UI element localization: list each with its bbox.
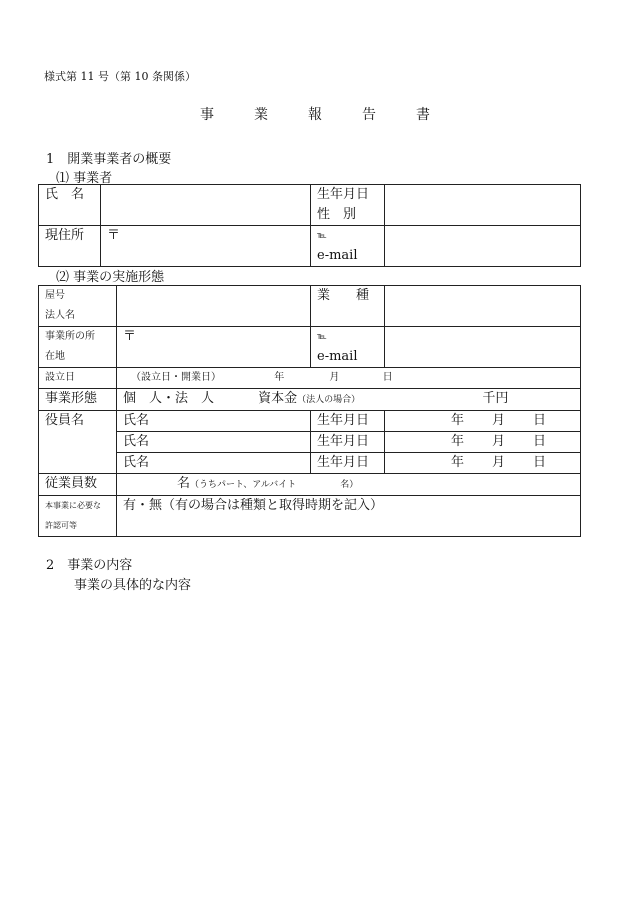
- officer-date-3[interactable]: [385, 453, 581, 474]
- officer-name-3[interactable]: 氏名: [117, 453, 311, 474]
- office-tel-label: ℡: [317, 332, 327, 342]
- month-label: 月: [492, 434, 506, 449]
- year-label: 年: [451, 455, 465, 470]
- capital-label: 資本金: [258, 391, 298, 406]
- section1-sub2: ⑵ 事業の実施形態: [56, 270, 165, 285]
- title-char: 報: [308, 107, 322, 123]
- office-contact-labels: [311, 327, 385, 368]
- capital-note: （法人の場合）: [297, 395, 361, 405]
- industry-label: 業 種: [311, 286, 385, 327]
- day-label: 日: [533, 455, 547, 470]
- established-day: 日: [382, 372, 393, 383]
- gender-label: 性 別: [317, 207, 357, 222]
- established-month: 月: [329, 372, 340, 383]
- business-table: [38, 285, 581, 537]
- permit-label: [39, 496, 117, 537]
- tel-label: ℡: [317, 231, 327, 241]
- postal-mark: 〒: [107, 228, 121, 243]
- form-field[interactable]: [117, 389, 581, 411]
- permit-label-2: 許認可等: [45, 521, 77, 530]
- shop-name-label: [39, 286, 117, 327]
- capital-unit: 千円: [482, 391, 509, 406]
- officer-name-1[interactable]: 氏名: [117, 411, 311, 432]
- name-label: 氏 名: [39, 185, 101, 226]
- address-label: 現住所: [39, 226, 101, 267]
- name-field[interactable]: [101, 185, 311, 226]
- office-email-label: e-mail: [317, 349, 358, 364]
- officer-label: 役員名: [39, 411, 117, 474]
- office-label: [39, 327, 117, 368]
- officer-date-2[interactable]: [385, 432, 581, 453]
- day-label: 日: [533, 413, 547, 428]
- owner-table: [38, 184, 581, 267]
- established-year: 年: [274, 372, 285, 383]
- established-note: （設立日・開業日）: [131, 372, 221, 383]
- office-field[interactable]: [117, 327, 311, 368]
- shop-name-label-1: 屋号: [45, 290, 65, 301]
- contact-field[interactable]: [385, 226, 581, 267]
- officer-date-1[interactable]: [385, 411, 581, 432]
- section1-heading: 1 開業事業者の概要: [46, 152, 172, 167]
- birth-gender-labels: [311, 185, 385, 226]
- shop-name-field[interactable]: [117, 286, 311, 327]
- permit-value[interactable]: 有・無（有の場合は種類と取得時期を記入）: [123, 498, 384, 513]
- permit-label-1: 本事業に必要な: [45, 501, 101, 510]
- officer-birth-2: 生年月日: [311, 432, 385, 453]
- document-title: [200, 104, 430, 124]
- birth-gender-field[interactable]: [385, 185, 581, 226]
- title-char: 事: [200, 107, 214, 123]
- form-label: 事業形態: [39, 389, 117, 411]
- officer-birth-3: 生年月日: [311, 453, 385, 474]
- email-label: e-mail: [317, 248, 358, 263]
- birth-label: 生年月日: [317, 187, 370, 202]
- established-field[interactable]: [117, 368, 581, 389]
- address-field[interactable]: [101, 226, 311, 267]
- office-label-1: 事業所の所: [45, 331, 95, 342]
- employees-note-unit: 名）: [340, 480, 359, 490]
- day-label: 日: [533, 434, 547, 449]
- officer-birth-1: 生年月日: [311, 411, 385, 432]
- month-label: 月: [492, 413, 506, 428]
- title-char: 書: [416, 107, 430, 123]
- section2-heading: 2 事業の内容: [46, 558, 133, 573]
- contact-labels: [311, 226, 385, 267]
- year-label: 年: [451, 413, 465, 428]
- form-number: 様式第 11 号（第 10 条関係）: [44, 70, 196, 83]
- employees-field[interactable]: [117, 474, 581, 496]
- permit-field[interactable]: [117, 496, 581, 537]
- office-label-2: 在地: [45, 351, 65, 362]
- office-contact-field[interactable]: [385, 327, 581, 368]
- established-label: 設立日: [39, 368, 117, 389]
- title-char: 業: [254, 107, 268, 123]
- form-value[interactable]: 個 人・法 人: [123, 391, 215, 406]
- section1-sub1: ⑴ 事業者: [56, 171, 113, 186]
- officer-name-2[interactable]: 氏名: [117, 432, 311, 453]
- industry-field[interactable]: [385, 286, 581, 327]
- employees-unit: 名: [177, 476, 191, 491]
- section2-sub: 事業の具体的な内容: [74, 578, 192, 593]
- title-char: 告: [362, 107, 376, 123]
- month-label: 月: [492, 455, 506, 470]
- employees-note: （うちパート、アルバイト: [190, 480, 297, 490]
- employees-label: 従業員数: [39, 474, 117, 496]
- year-label: 年: [451, 434, 465, 449]
- office-postal-mark: 〒: [123, 329, 137, 344]
- shop-name-label-2: 法人名: [45, 310, 75, 321]
